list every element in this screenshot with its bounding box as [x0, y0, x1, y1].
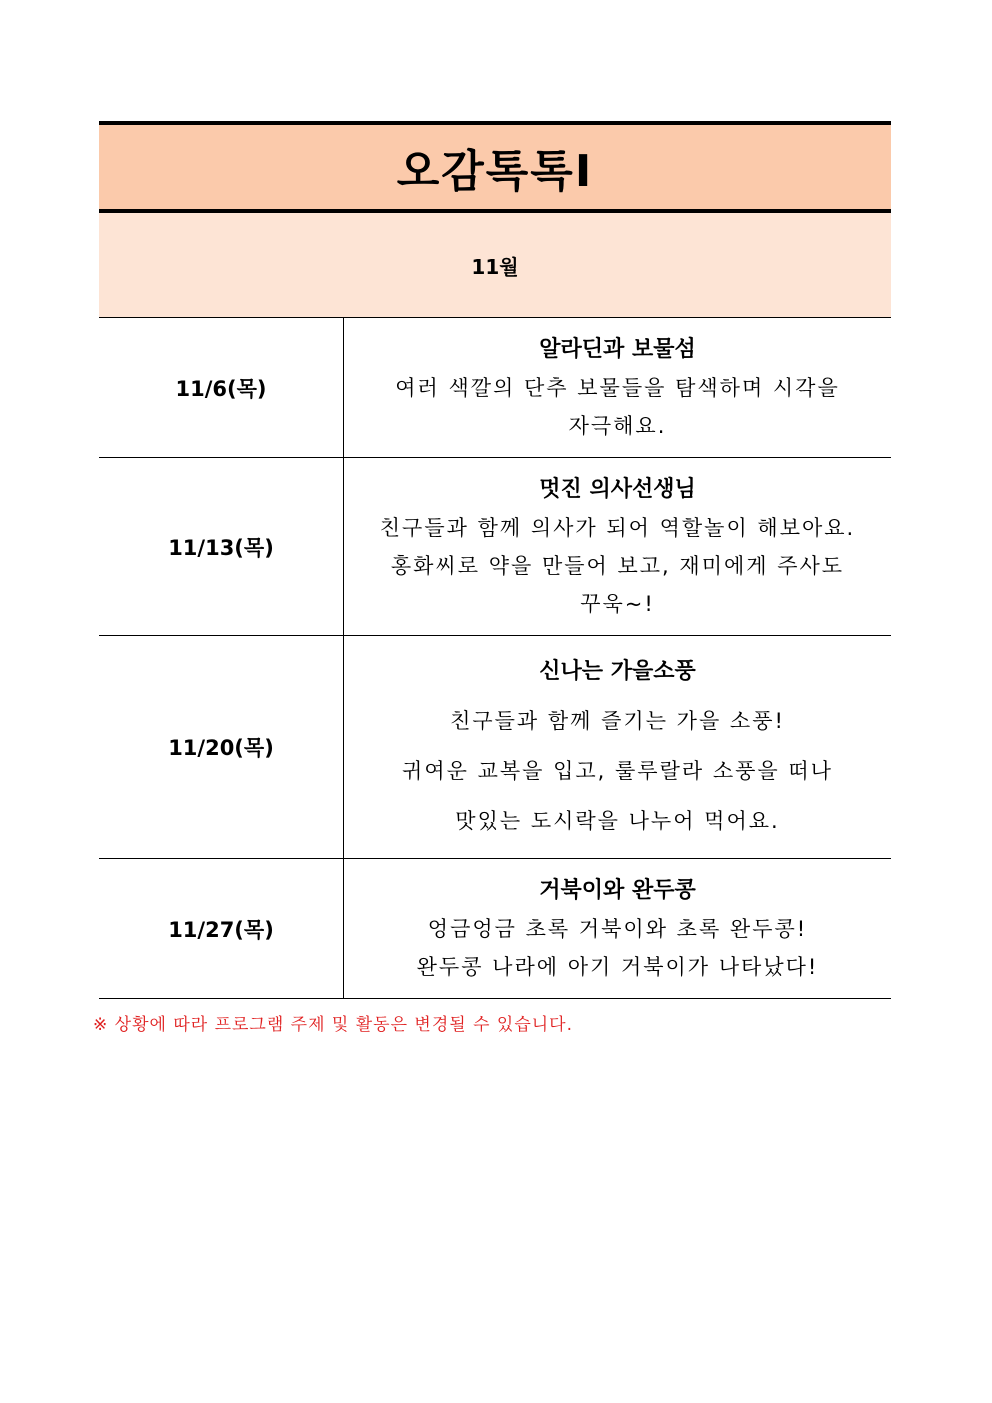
- title-band: [99, 121, 891, 213]
- activity-title: 신나는 가을소풍: [539, 659, 696, 684]
- activity-cell: [344, 458, 891, 635]
- table-row: [99, 458, 891, 636]
- activity-title: 거북이와 완두콩: [539, 877, 696, 903]
- table-row: [99, 318, 891, 458]
- activity-line: 맛있는 도시락을 나누어 먹어요.: [455, 809, 780, 833]
- activity-line: 귀여운 교복을 입고, 룰루랄라 소풍을 떠나: [402, 759, 833, 783]
- program-table: [99, 121, 891, 999]
- activity-line: 홍화씨로 약을 만들어 보고, 재미에게 주사도: [390, 553, 845, 578]
- month-label: 11월: [471, 254, 519, 279]
- date-cell: 11/20(목): [99, 636, 344, 858]
- activity-line: 자극해요.: [568, 413, 667, 438]
- activity-cell: [344, 318, 891, 457]
- activity-line: 꾸욱~!: [580, 591, 655, 616]
- activity-cell: [344, 636, 891, 858]
- activity-cell: [344, 859, 891, 998]
- date-cell: 11/13(목): [99, 458, 344, 635]
- date-cell: 11/27(목): [99, 859, 344, 998]
- month-band: [99, 213, 891, 318]
- activity-line: 완두콩 나라에 아기 거북이가 나타났다!: [416, 954, 819, 979]
- date-cell: 11/6(목): [99, 318, 344, 457]
- table-row: [99, 859, 891, 999]
- activity-line: 엉금엉금 초록 거북이와 초록 완두콩!: [427, 916, 808, 941]
- program-title: 오감톡톡Ⅰ: [396, 146, 594, 197]
- activity-title: 알라딘과 보물섬: [539, 336, 696, 362]
- activity-title: 멋진 의사선생님: [539, 476, 696, 502]
- change-notice: ※ 상황에 따라 프로그램 주제 및 활동은 변경될 수 있습니다.: [93, 1015, 573, 1035]
- activity-line: 여러 색깔의 단추 보물들을 탐색하며 시각을: [395, 375, 840, 400]
- activity-line: 친구들과 함께 즐기는 가을 소풍!: [450, 709, 785, 733]
- activity-line: 친구들과 함께 의사가 되어 역할놀이 해보아요.: [379, 515, 856, 540]
- table-row: [99, 636, 891, 859]
